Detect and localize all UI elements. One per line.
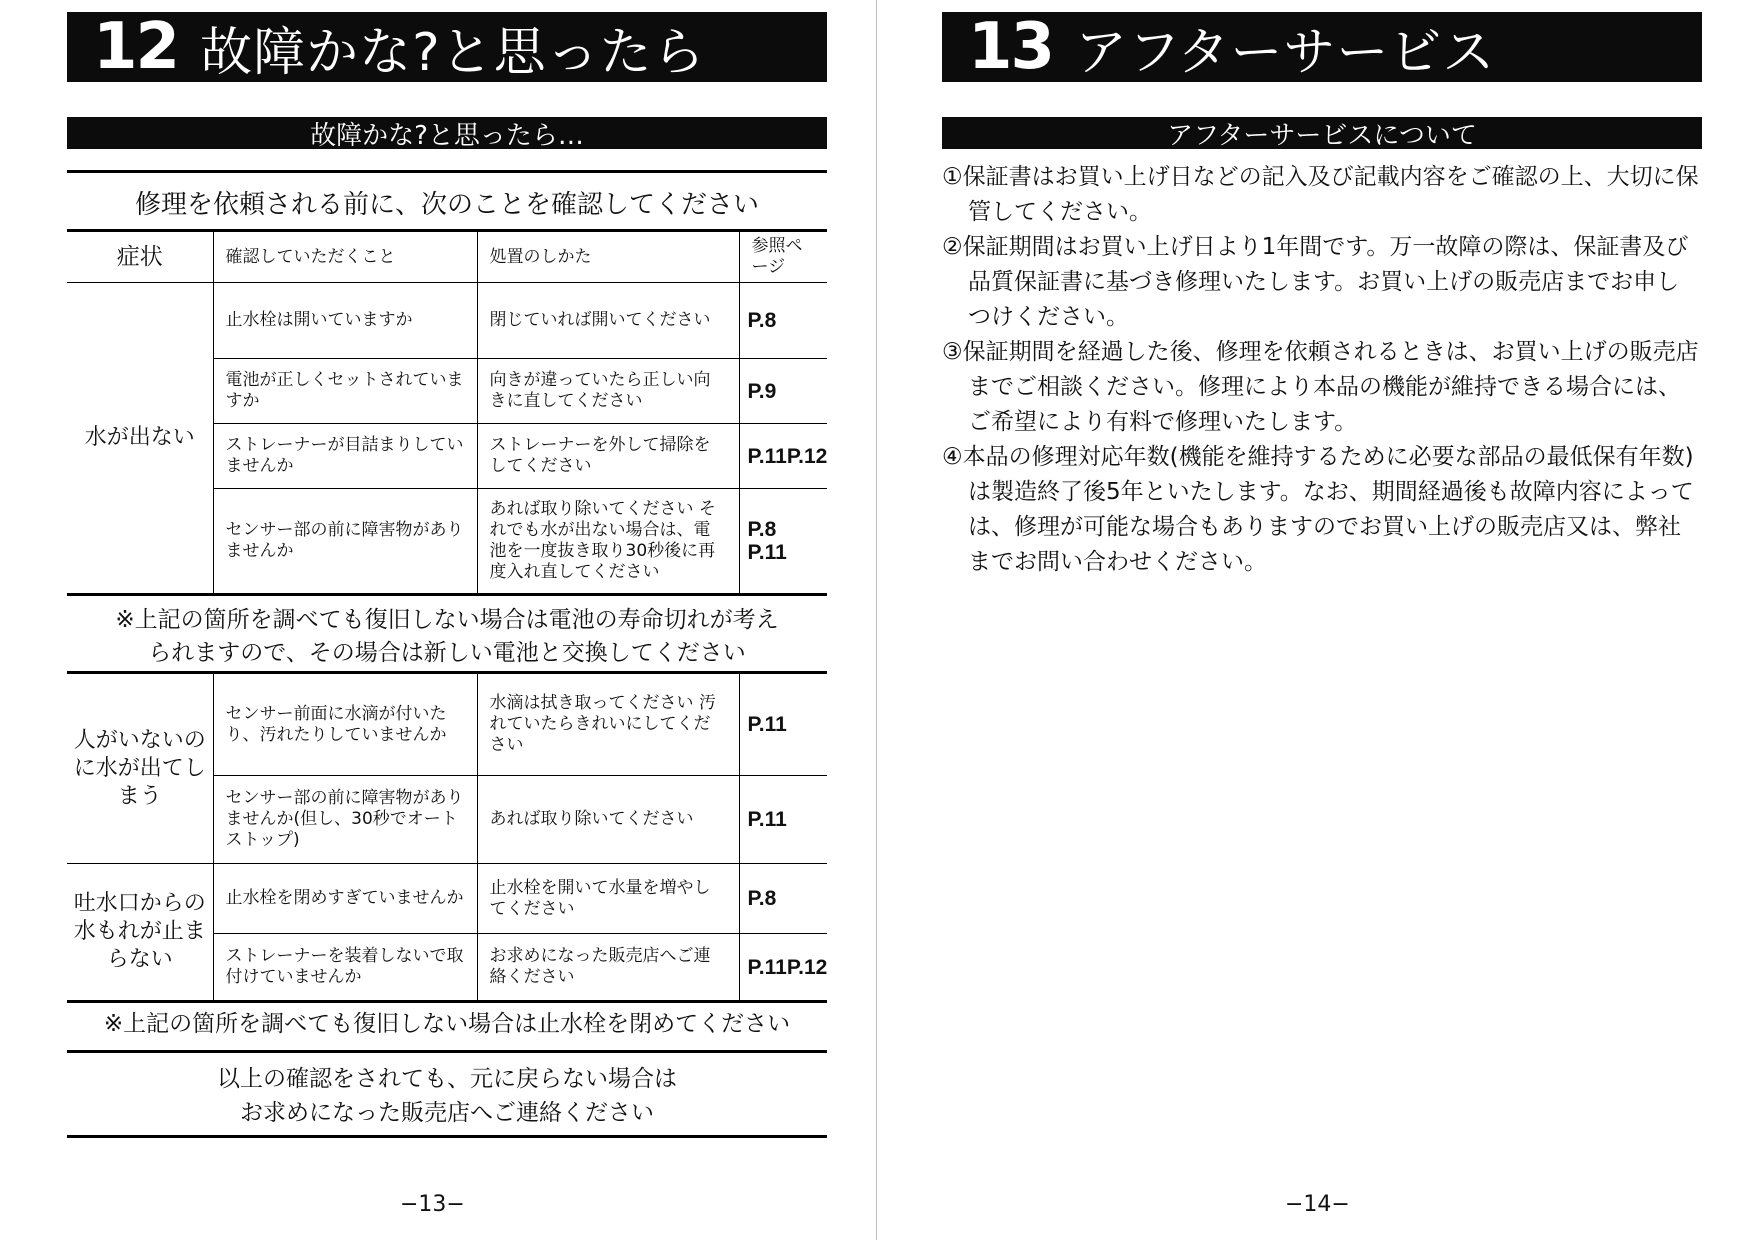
- intro-text: 修理を依頼される前に、次のことを確認してください: [134, 190, 759, 220]
- list-item: ②保証期間はお買い上げ日より1年間です。万一故障の際は、保証書及び品質保証書に基づき修理いたします。お買い上げの販売店までお申しつけください。: [942, 234, 1689, 330]
- divider: [67, 1050, 827, 1053]
- troubleshooting-table-2: [67, 671, 827, 1003]
- battery-note: ※上記の箇所を調べても復旧しない場合は電池の寿命切れが考えられますので、その場合は新しい電池と交換してください: [115, 607, 779, 666]
- chapter-number: 12: [93, 10, 179, 84]
- chapter-title: アフターサービス: [1075, 22, 1496, 83]
- page-number: −14−: [1285, 1192, 1350, 1217]
- check-cell: ストレーナーを装着しないで取付けていませんか: [213, 934, 477, 1002]
- ref-cell: P.11: [739, 673, 827, 776]
- action-cell: あれば取り除いてください: [477, 776, 739, 864]
- page-number: −13−: [400, 1192, 465, 1217]
- list-item: ①保証書はお買い上げ日などの記入及び記載内容をご確認の上、大切に保管してください。: [942, 164, 1699, 225]
- symptom-unwanted-water: 人がいないのに水が出てしまう: [67, 673, 213, 864]
- section-header: アフターサービスについて: [942, 117, 1702, 149]
- after-service-list: [942, 160, 1702, 580]
- header-symptom: 症状: [67, 231, 213, 283]
- action-cell: あれば取り除いてください それでも水が出ない場合は、電池を一度抜き取り30秒後に再度入れ直してください: [477, 489, 739, 595]
- page-gutter: [876, 0, 877, 1240]
- divider: [67, 170, 827, 173]
- check-cell: センサー部の前に障害物がありませんか: [213, 489, 477, 595]
- action-cell: ストレーナーを外して掃除をしてください: [477, 424, 739, 489]
- list-item: ③保証期間を経過した後、修理を依頼されるときは、お買い上げの販売店までご相談ください。修理により本品の機能が維持できる場合には、ご希望により有料で修理いたします。: [942, 339, 1699, 435]
- chapter-number: 13: [968, 10, 1054, 84]
- header-check: 確認していただくこと: [213, 231, 477, 283]
- check-cell: 止水栓を閉めすぎていませんか: [213, 864, 477, 934]
- ref-cell: P.8: [739, 864, 827, 934]
- check-cell: 止水栓は開いていますか: [213, 283, 477, 359]
- troubleshooting-table-1: [67, 229, 827, 596]
- closing-text: 以上の確認をされても、元に戻らない場合は お求めになった販売店へご連絡ください: [217, 1066, 677, 1126]
- header-ref: 参照ページ: [739, 231, 827, 283]
- ref-cell: P.9: [739, 359, 827, 424]
- action-cell: 向きが違っていたら正しい向きに直してください: [477, 359, 739, 424]
- check-cell: センサー部の前に障害物がありませんか(但し、30秒でオートストップ): [213, 776, 477, 864]
- page-13: [0, 0, 876, 1240]
- valve-note: ※上記の箇所を調べても復旧しない場合は止水栓を閉めてください: [103, 1011, 791, 1037]
- chapter-title: 故障かな?と思ったら: [200, 22, 706, 83]
- check-cell: センサー前面に水滴が付いたり、汚れたりしていませんか: [213, 673, 477, 776]
- action-cell: お求めになった販売店へご連絡ください: [477, 934, 739, 1002]
- list-item: ④本品の修理対応年数(機能を維持するために必要な部品の最低保有年数)は製造終了後5年といたします。なお、期間経過後も故障内容によっては、修理が可能な場合もありますのでお買い上げの販売店又は、弊社までお問い合わせください。: [942, 444, 1694, 575]
- chapter-header-12: [67, 12, 827, 82]
- ref-cell: P.11P.12: [739, 424, 827, 489]
- check-cell: ストレーナーが目詰まりしていませんか: [213, 424, 477, 489]
- symptom-no-water: 水が出ない: [67, 283, 213, 595]
- ref-cell: P.11P.12: [739, 934, 827, 1002]
- action-cell: 水滴は拭き取ってください 汚れていたらきれいにしてください: [477, 673, 739, 776]
- header-action: 処置のしかた: [477, 231, 739, 283]
- action-cell: 閉じていれば開いてください: [477, 283, 739, 359]
- ref-cell: P.8 P.11: [739, 489, 827, 595]
- divider: [67, 1135, 827, 1138]
- section-header: 故障かな?と思ったら…: [67, 117, 827, 149]
- chapter-header-13: [942, 12, 1702, 82]
- ref-cell: P.8: [739, 283, 827, 359]
- symptom-leak: 吐水口からの水もれが止まらない: [67, 864, 213, 1002]
- check-cell: 電池が正しくセットされていますか: [213, 359, 477, 424]
- action-cell: 止水栓を開いて水量を増やしてください: [477, 864, 739, 934]
- ref-cell: P.11: [739, 776, 827, 864]
